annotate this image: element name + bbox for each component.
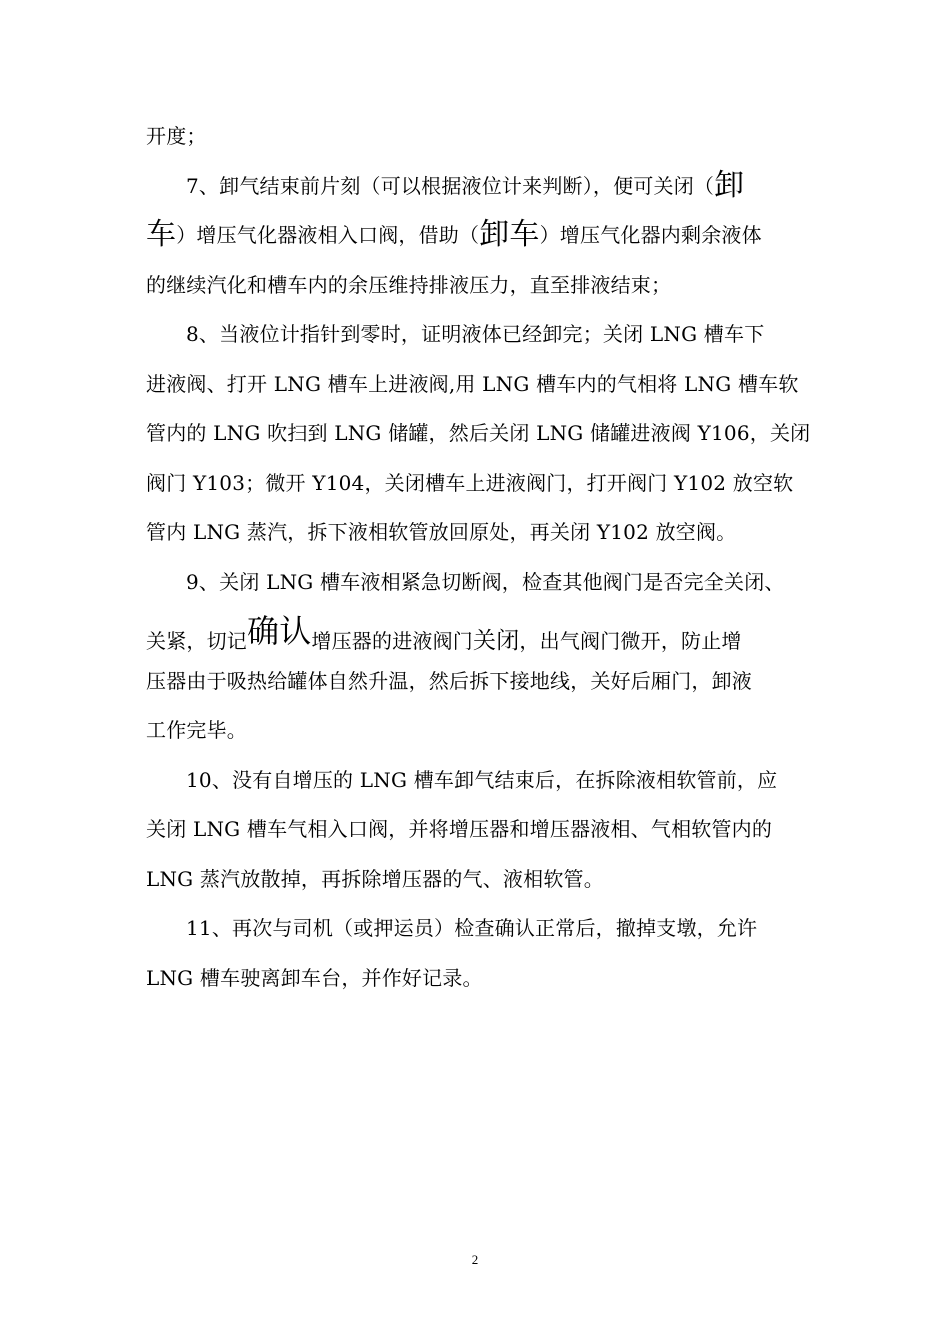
text-run: 增压器的进液阀门 (311, 629, 474, 653)
text-run: 压器由于吸热给罐体自然升温，然后拆下接地线，关好后厢门，卸液 (146, 668, 752, 693)
text-run: 进液阀、打开 LNG 槽车上进液阀,用 LNG 槽车内的气相将 LNG 槽车软 (146, 371, 799, 396)
text-run: 关紧，切记 (146, 629, 247, 653)
paragraph-7-first-line (146, 168, 806, 218)
text-line (146, 960, 806, 1010)
text-line (146, 415, 811, 465)
text-line (146, 712, 806, 762)
text-run: 关闭 LNG 槽车气相入口阀，并将增压器和增压器液相、气相软管内的 (146, 817, 773, 841)
text-line (146, 811, 806, 861)
text-run: 7、卸气结束前片刻（可以根据液位计来判断），便可关闭（ (186, 173, 715, 198)
body-text (146, 118, 811, 1009)
text-run: 管内 LNG 蒸汽，拆下液相软管放回原处，再关闭 Y102 放空阀。 (146, 520, 737, 544)
enlarged-text: 卸 (714, 167, 745, 203)
text-run: 10、没有自增压的 LNG 槽车卸气结束后，在拆除液相软管前，应 (186, 767, 778, 792)
enlarged-text: 车 (146, 217, 177, 252)
text-run: 管内的 LNG 吹扫到 LNG 储罐，然后关闭 LNG 储罐进液阀 Y106，关闭 (146, 421, 811, 445)
paragraph-8-first-line (146, 316, 806, 366)
text-run: LNG 槽车驶离卸车台，并作好记录。 (146, 965, 483, 990)
text-run: LNG 蒸汽放散掉，再拆除增压器的气、液相软管。 (146, 866, 604, 891)
text-line (146, 465, 806, 515)
text-line (146, 861, 806, 911)
enlarged-text: 关闭 (473, 628, 520, 654)
text-run: 工作完毕。 (146, 718, 247, 742)
enlarged-text: 确认 (247, 612, 312, 650)
enlarged-text: 卸车 (479, 217, 540, 252)
text-line (146, 366, 806, 416)
paragraph-10-first-line (146, 762, 806, 812)
text-run: 的继续汽化和槽车内的余压维持排液压力，直至排液结束； (146, 272, 672, 297)
text-run: ，出气阀门微开，防止增 (519, 629, 742, 653)
text-run: 11、再次与司机（或押运员）检查确认正常后，撤掉支墩，允许 (186, 916, 758, 940)
text-line (146, 267, 806, 317)
text-line (146, 663, 806, 713)
page-number: 2 (471, 1252, 479, 1267)
text-line (146, 514, 806, 564)
text-run: ）增压气化器内剩余液体 (539, 223, 762, 247)
text-run: 9、关闭 LNG 槽车液相紧急切断阀，检查其他阀门是否完全关闭、 (186, 569, 785, 594)
text-run: 开度； (146, 124, 207, 148)
text-line (146, 217, 806, 267)
text-run: ）增压气化器液相入口阀，借助（ (176, 223, 480, 247)
paragraph-9-first-line (146, 564, 806, 614)
text-run: 阀门 Y103；微开 Y104，关闭槽车上进液阀门，打开阀门 Y102 放空软 (146, 470, 794, 495)
text-line (146, 118, 806, 168)
text-line (146, 613, 806, 663)
text-run: 8、当液位计指针到零时，证明液体已经卸完；关闭 LNG 槽车下 (186, 322, 765, 346)
paragraph-11-first-line (146, 910, 806, 960)
